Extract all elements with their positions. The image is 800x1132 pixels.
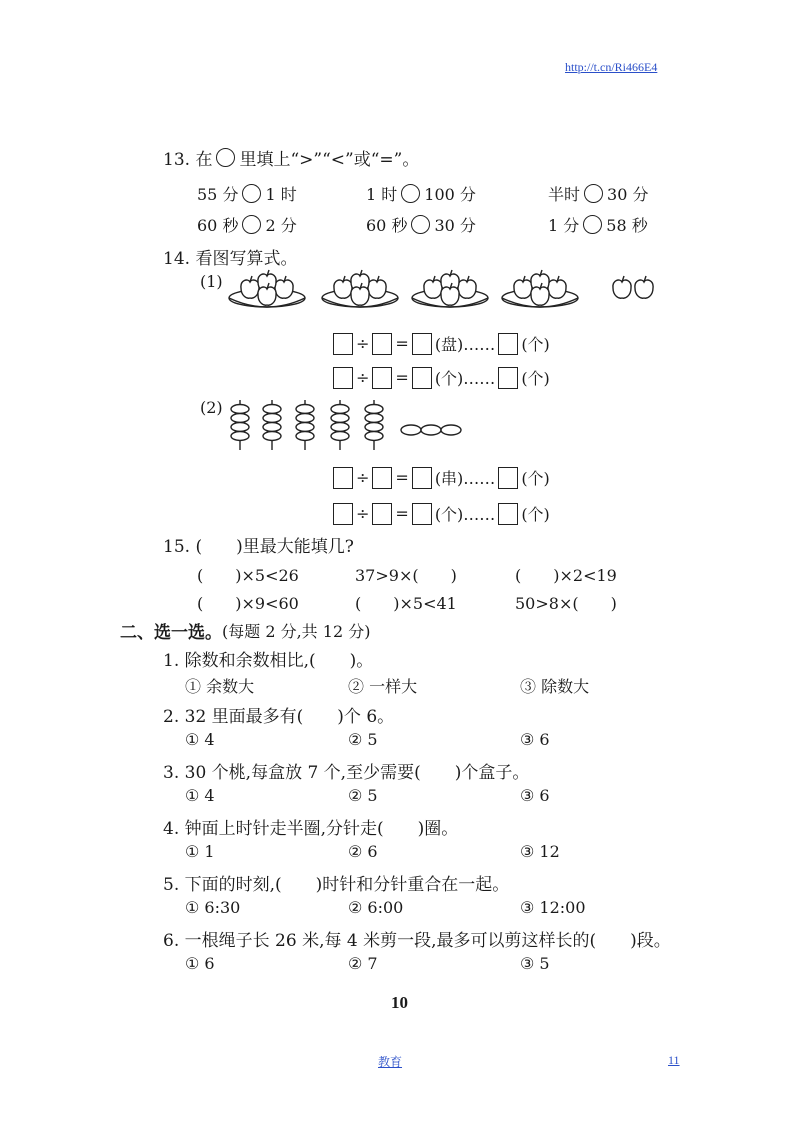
q15-item[interactable]: ( )×9<60 — [197, 594, 299, 613]
unit-label: (盘)…… — [434, 335, 496, 354]
plate-icon — [322, 270, 398, 307]
equals-sign: = — [395, 468, 409, 487]
answer-box[interactable] — [498, 333, 518, 355]
divide-sign: ÷ — [356, 334, 370, 353]
choice-question-stem: 4. 钟面上时针走半圈,分针走( )圈。 — [163, 819, 459, 839]
q13-item-right: 1 时 — [265, 185, 297, 204]
plate-icon — [412, 270, 488, 307]
section2-note: (每题 2 分,共 12 分) — [222, 622, 371, 641]
divide-sign: ÷ — [356, 504, 370, 523]
circle-blank-icon — [216, 148, 235, 167]
choice-option[interactable]: ③ 除数大 — [520, 677, 590, 696]
answer-box[interactable] — [333, 503, 353, 525]
q15-item[interactable]: ( )×2<19 — [515, 566, 617, 585]
choice-option[interactable]: ② 6 — [348, 842, 378, 861]
apples-on-plates-illustration — [225, 268, 695, 318]
q14-title: 14. 看图写算式。 — [163, 249, 298, 269]
skewers-illustration — [225, 400, 465, 450]
choice-option[interactable]: ③ 12:00 — [520, 898, 586, 917]
compare-circle-input[interactable] — [242, 184, 261, 203]
q13-item-right: 30 分 — [434, 216, 476, 235]
answer-box[interactable] — [372, 503, 392, 525]
choice-option[interactable]: ③ 12 — [520, 842, 560, 861]
q13-item-6 — [548, 213, 648, 236]
choice-option[interactable]: ② 7 — [348, 954, 378, 973]
choice-question-stem: 1. 除数和余数相比,( )。 — [163, 651, 374, 671]
answer-box[interactable] — [498, 503, 518, 525]
q13-item-right: 100 分 — [424, 185, 476, 204]
answer-box[interactable] — [498, 367, 518, 389]
q15-item[interactable]: 37>9×( ) — [355, 566, 457, 585]
answer-box[interactable] — [498, 467, 518, 489]
divide-sign: ÷ — [356, 468, 370, 487]
q15-item[interactable]: ( )×5<41 — [355, 594, 457, 613]
loose-beads-icon — [401, 425, 461, 435]
unit-label: (个)…… — [434, 505, 496, 524]
q13-item-left: 半时 — [548, 185, 581, 204]
choice-option[interactable]: ① 6 — [185, 954, 215, 973]
choice-option[interactable]: ② 5 — [348, 786, 378, 805]
loose-apples-icon — [613, 276, 653, 298]
q13-item-left: 1 时 — [366, 185, 398, 204]
skewer-icon — [365, 400, 383, 450]
choice-question-stem: 5. 下面的时刻,( )时针和分针重合在一起。 — [163, 875, 510, 895]
q14-part1-label: (1) — [200, 272, 223, 291]
choice-option[interactable]: ② 一样大 — [348, 677, 418, 696]
choice-question-stem: 6. 一根绳子长 26 米,每 4 米剪一段,最多可以剪这样长的( )段。 — [163, 931, 671, 951]
choice-option[interactable]: ③ 6 — [520, 730, 550, 749]
q13-item-left: 1 分 — [548, 216, 580, 235]
answer-box[interactable] — [372, 467, 392, 489]
answer-box[interactable] — [333, 467, 353, 489]
q15-item[interactable]: 50>8×( ) — [515, 594, 617, 613]
compare-circle-input[interactable] — [411, 215, 430, 234]
q15-title: 15. ( )里最大能填几? — [163, 537, 354, 557]
compare-circle-input[interactable] — [401, 184, 420, 203]
compare-circle-input[interactable] — [242, 215, 261, 234]
q13-item-right: 58 秒 — [606, 216, 648, 235]
choice-option[interactable]: ① 4 — [185, 786, 215, 805]
choice-question-stem: 3. 30 个桃,每盒放 7 个,至少需要( )个盒子。 — [163, 763, 530, 783]
answer-box[interactable] — [372, 367, 392, 389]
equals-sign: = — [395, 368, 409, 387]
skewer-icon — [231, 400, 249, 450]
q13-item-left: 60 秒 — [366, 216, 408, 235]
skewer-icon — [331, 400, 349, 450]
plate-icon — [502, 270, 578, 307]
header-url-link[interactable]: http://t.cn/Ri466E4 — [565, 60, 658, 74]
plate-icon — [229, 270, 305, 307]
q13-item-right: 2 分 — [265, 216, 297, 235]
unit-label: (个) — [521, 505, 550, 524]
q13-item-1 — [197, 182, 297, 205]
choice-question-stem: 2. 32 里面最多有( )个 6。 — [163, 707, 395, 727]
answer-box[interactable] — [412, 367, 432, 389]
q13-item-5 — [366, 213, 476, 236]
q13-item-left: 55 分 — [197, 185, 239, 204]
choice-option[interactable]: ③ 5 — [520, 954, 550, 973]
choice-option[interactable]: ② 6:00 — [348, 898, 404, 917]
answer-box[interactable] — [333, 333, 353, 355]
page-number: 10 — [391, 993, 408, 1012]
q13-title — [163, 145, 419, 170]
q14-part2-equation-1 — [330, 466, 550, 489]
equals-sign: = — [395, 504, 409, 523]
answer-box[interactable] — [333, 367, 353, 389]
choice-option[interactable]: ① 余数大 — [185, 677, 255, 696]
choice-option[interactable]: ① 6:30 — [185, 898, 241, 917]
answer-box[interactable] — [372, 333, 392, 355]
q14-part1-equation-1 — [330, 332, 550, 355]
q13-item-3 — [548, 182, 648, 205]
section2-title: 二、选一选。 — [120, 623, 222, 643]
q13-item-left: 60 秒 — [197, 216, 239, 235]
equals-sign: = — [395, 334, 409, 353]
unit-label: (个) — [521, 335, 550, 354]
q14-part2-equation-2 — [330, 502, 550, 525]
q14-part1-equation-2 — [330, 366, 550, 389]
unit-label: (个) — [521, 469, 550, 488]
q13-item-2 — [366, 182, 476, 205]
section2-header — [120, 618, 370, 643]
compare-circle-input[interactable] — [583, 215, 602, 234]
q13-title-text: 13. 在 — [163, 150, 213, 170]
unit-label: (个)…… — [434, 369, 496, 388]
divide-sign: ÷ — [356, 368, 370, 387]
footer-page-link[interactable]: 11 — [668, 1053, 680, 1067]
q13-item-right: 30 分 — [607, 185, 649, 204]
compare-circle-input[interactable] — [584, 184, 603, 203]
q13-title-tail: 里填上“>”“<”或“=”。 — [239, 150, 420, 170]
choice-option[interactable]: ② 5 — [348, 730, 378, 749]
q13-item-4 — [197, 213, 297, 236]
choice-option[interactable]: ① 1 — [185, 842, 215, 861]
choice-option[interactable]: ① 4 — [185, 730, 215, 749]
q14-part2-label: (2) — [200, 398, 223, 417]
choice-option[interactable]: ③ 6 — [520, 786, 550, 805]
unit-label: (串)…… — [434, 469, 496, 488]
answer-box[interactable] — [412, 503, 432, 525]
skewer-icon — [296, 400, 314, 450]
skewer-icon — [263, 400, 281, 450]
q15-item[interactable]: ( )×5<26 — [197, 566, 299, 585]
answer-box[interactable] — [412, 333, 432, 355]
answer-box[interactable] — [412, 467, 432, 489]
unit-label: (个) — [521, 369, 550, 388]
footer-link[interactable]: 教育 — [378, 1055, 403, 1069]
